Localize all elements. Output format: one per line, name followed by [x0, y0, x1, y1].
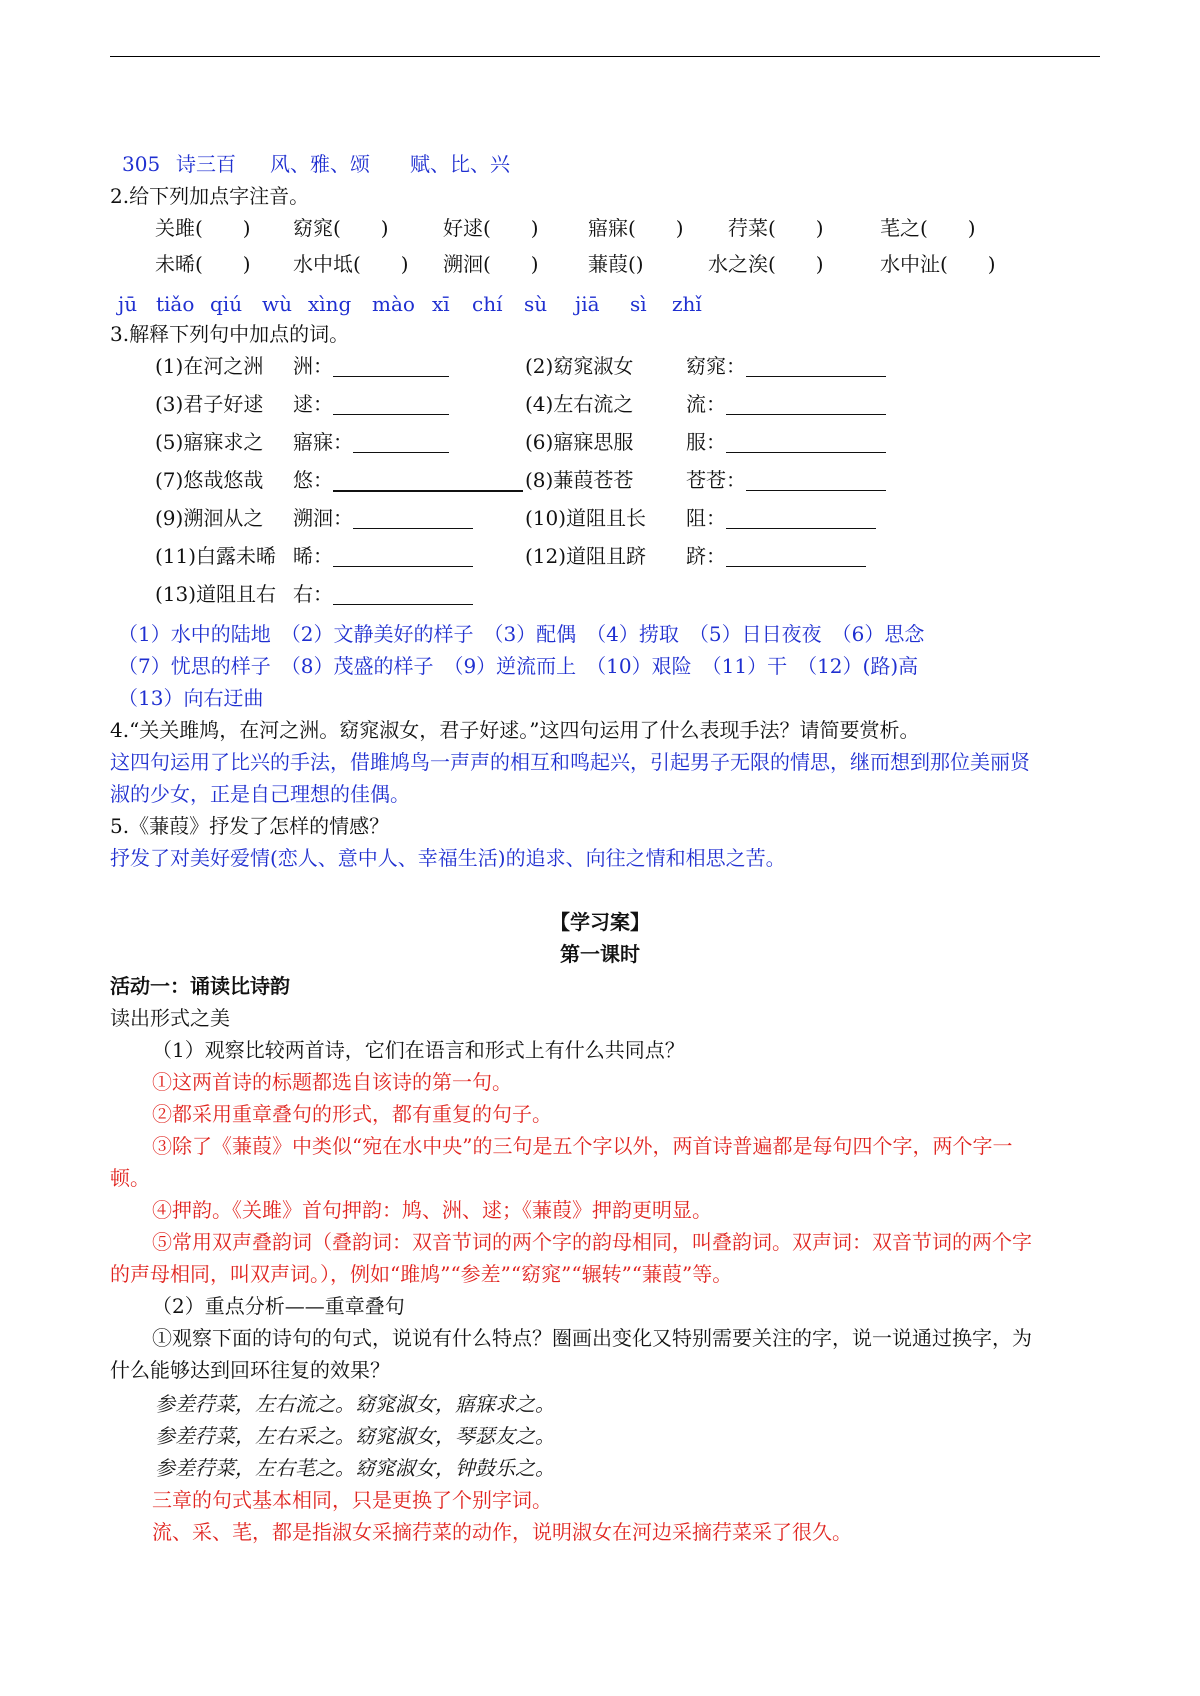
q2-answer: xī: [432, 292, 450, 316]
answer-poem-genres: 风、雅、颂: [270, 152, 370, 176]
q3-title: 3.解释下列句中加点的词。: [110, 322, 350, 346]
q3-sentence: (12)道阻且跻: [525, 544, 647, 568]
q3-blank[interactable]: [726, 546, 866, 567]
q2-answer: xìng: [308, 292, 352, 316]
q2-row2-item: 未晞( ): [155, 252, 251, 276]
section-title: 读出形式之美: [110, 1006, 230, 1030]
q3-sentence: (6)寤寐思服: [525, 430, 634, 454]
study-answer-line: 的声母相同，叫双声词。），例如“雎鸠”“参差”“窈窕”“辗转”“蒹葭”等。: [110, 1262, 733, 1286]
q3-blank[interactable]: [746, 356, 886, 377]
q3-word: 右：: [293, 582, 333, 606]
poem-line: 参差荇菜，左右芼之。窈窕淑女，钟鼓乐之。: [155, 1456, 555, 1480]
q2-answer: zhǐ: [672, 292, 702, 316]
study-question-2: （2）重点分析——重章叠句: [152, 1294, 405, 1318]
q3-word: 服：: [686, 430, 726, 454]
q5-question: 5.《蒹葭》抒发了怎样的情感？: [110, 814, 390, 838]
poem-line: 参差荇菜，左右采之。窈窕淑女，琴瑟友之。: [155, 1424, 555, 1448]
q2-answer: sù: [524, 292, 548, 316]
study-answer-line: ①这两首诗的标题都选自该诗的第一句。: [152, 1070, 512, 1094]
study-question-2-text: 什么能够达到回环往复的效果？: [110, 1358, 390, 1382]
q3-sentence: (13)道阻且右: [155, 582, 277, 606]
q2-row2-item: 溯洄( ): [443, 252, 539, 276]
study-answer-line: ②都采用重章叠句的形式，都有重复的句子。: [152, 1102, 552, 1126]
q4-answer-line: 淑的少女，正是自己理想的佳偶。: [110, 782, 410, 806]
q3-blank[interactable]: [333, 356, 449, 377]
q2-row1-item: 荇菜( ): [728, 216, 824, 240]
q3-sentence: (7)悠哉悠哉: [155, 468, 264, 492]
study-answer-line: 三章的句式基本相同，只是更换了个别字词。: [152, 1488, 552, 1512]
q2-title: 2.给下列加点字注音。: [110, 184, 310, 208]
q2-row2-item: 蒹葭(): [588, 252, 644, 276]
q2-row1-item: 寤寐( ): [588, 216, 684, 240]
q3-word: 逑：: [293, 392, 333, 416]
q3-word: 洲：: [293, 354, 333, 378]
q2-answer: jiā: [575, 292, 600, 316]
q2-answer: tiǎo: [156, 292, 195, 316]
q2-row1-item: 关雎( ): [155, 216, 251, 240]
q3-blank[interactable]: [333, 470, 523, 492]
q3-sentence: (3)君子好逑: [155, 392, 264, 416]
q3-word: 阻：: [686, 506, 726, 530]
study-heading: 【学习案】: [550, 910, 650, 934]
header-rule: [110, 56, 1100, 57]
q2-answer: wù: [262, 292, 292, 316]
q3-blank[interactable]: [333, 584, 473, 605]
q3-blank[interactable]: [746, 470, 886, 491]
q2-row1-item: 窈窕( ): [293, 216, 389, 240]
q3-word: 寤寐：: [293, 430, 353, 454]
answer-poem-count: 305: [122, 152, 161, 176]
q3-answer-line: （7）忧思的样子 （8）茂盛的样子 （9）逆流而上 （10）艰险 （11）干 （12）(路)高: [118, 654, 919, 678]
q3-word: 晞：: [293, 544, 333, 568]
study-answer-line: ⑤常用双声叠韵词（叠韵词：双音节词的两个字的韵母相同，叫叠韵词。双声词：双音节词的两个字: [152, 1230, 1032, 1254]
poem-line: 参差荇菜，左右流之。窈窕淑女，寤寐求之。: [155, 1392, 555, 1416]
activity-title: 活动一：诵读比诗韵: [110, 974, 290, 998]
q3-blank[interactable]: [333, 546, 473, 567]
study-answer-line: 顿。: [110, 1166, 150, 1190]
q3-word: 流：: [686, 392, 726, 416]
q2-answer: mào: [372, 292, 415, 316]
q3-blank[interactable]: [333, 394, 449, 415]
study-answer-line: ④押韵。《关雎》首句押韵：鸠、洲、逑；《蒹葭》押韵更明显。: [152, 1198, 712, 1222]
study-question-1: （1）观察比较两首诗，它们在语言和形式上有什么共同点？: [152, 1038, 685, 1062]
q5-answer: 抒发了对美好爱情(恋人、意中人、幸福生活)的追求、向往之情和相思之苦。: [110, 846, 786, 870]
q3-sentence: (11)白露未晞: [155, 544, 277, 568]
q3-blank[interactable]: [353, 432, 449, 453]
q2-row2-item: 水之涘( ): [708, 252, 824, 276]
q2-row1-item: 好逑( ): [443, 216, 539, 240]
q3-sentence: (2)窈窕淑女: [525, 354, 634, 378]
q2-row2-item: 水中沚( ): [880, 252, 996, 276]
answer-poem-techniques: 赋、比、兴: [410, 152, 510, 176]
study-answer-line: 流、采、芼，都是指淑女采摘荇菜的动作，说明淑女在河边采摘荇菜采了很久。: [152, 1520, 852, 1544]
q3-blank[interactable]: [353, 508, 473, 529]
q2-answer: qiú: [210, 292, 243, 316]
q3-sentence: (5)寤寐求之: [155, 430, 264, 454]
q3-answer-line: （1）水中的陆地 （2）文静美好的样子 （3）配偶 （4）捞取 （5）日日夜夜 （6）思念: [118, 622, 925, 646]
q3-word: 苍苍：: [686, 468, 746, 492]
q3-blank[interactable]: [726, 394, 886, 415]
q3-answer-line: （13）向右迂曲: [118, 686, 264, 710]
q4-answer-line: 这四句运用了比兴的手法，借雎鸠鸟一声声的相互和鸣起兴，引起男子无限的情思，继而想到那位美丽贤: [110, 750, 1030, 774]
study-question-2-text: ①观察下面的诗句的句式，说说有什么特点？圈画出变化又特别需要关注的字，说一说通过换字，为: [152, 1326, 1032, 1350]
q2-row1-item: 芼之( ): [880, 216, 976, 240]
q3-word: 窈窕：: [686, 354, 746, 378]
q2-answer: jū: [118, 292, 138, 316]
q3-sentence: (8)蒹葭苍苍: [525, 468, 634, 492]
q3-sentence: (1)在河之洲: [155, 354, 264, 378]
q3-blank[interactable]: [726, 508, 876, 529]
q3-word: 溯洄：: [293, 506, 353, 530]
q3-word: 跻：: [686, 544, 726, 568]
q3-sentence: (4)左右流之: [525, 392, 634, 416]
q3-blank[interactable]: [726, 432, 886, 453]
q2-answer: chí: [472, 292, 503, 316]
q3-word: 悠：: [293, 468, 333, 492]
q4-question: 4.“关关雎鸠，在河之洲。窈窕淑女，君子好逑。”这四句运用了什么表现手法？请简要赏析。: [110, 718, 920, 742]
q2-answer: sì: [630, 292, 647, 316]
answer-poem-name: 诗三百: [176, 152, 236, 176]
q3-sentence: (9)溯洄从之: [155, 506, 264, 530]
q2-row2-item: 水中坻( ): [293, 252, 409, 276]
study-answer-line: ③除了《蒹葭》中类似“宛在水中央”的三句是五个字以外，两首诗普遍都是每句四个字，两个字一: [152, 1134, 1013, 1158]
study-subheading: 第一课时: [560, 942, 640, 966]
q3-sentence: (10)道阻且长: [525, 506, 647, 530]
